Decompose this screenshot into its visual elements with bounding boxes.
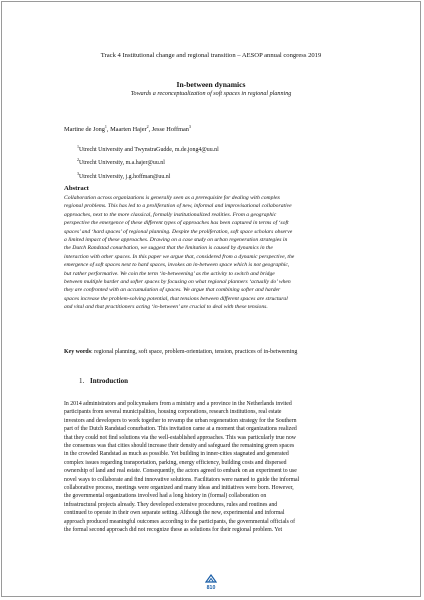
abstract-line: spaces increase the problem-solving potential, that tensions between different spaces are structural xyxy=(64,295,288,302)
body-line: the consensus was that cities should increase their density and safeguard the remaining green spaces xyxy=(64,443,295,450)
abstract-heading: Abstract xyxy=(64,185,89,192)
author-mark: 3 xyxy=(188,124,191,129)
body-line: part of the Dutch Randstad conurbation. This invitation came at a moment that organizations realized xyxy=(64,426,297,433)
keywords-line xyxy=(64,349,369,355)
affiliation-text: Utrecht University and TwynstraGudde, m.de.jong4@uu.nl xyxy=(79,146,219,153)
abstract-body xyxy=(64,194,369,312)
body-line: continued to operate in their own separate setting. Although the new, experimental and informal xyxy=(64,510,285,517)
author-mark: 2 xyxy=(146,124,149,129)
body-line: novel ways to collaborate and find innovative solutions. Facilitators were named to guide the informal xyxy=(64,476,300,483)
body-line: investors and developers to work together to revamp the urban regeneration strategy for the Southern xyxy=(64,417,297,424)
paper-subtitle: Towards a reconceptualization of soft spaces in regional planning xyxy=(130,91,292,97)
affiliation-text: Utrecht University, j.g.hoffman@uu.nl xyxy=(79,173,171,180)
keywords-label: Key words xyxy=(64,349,91,355)
author-name: Maarten Hajer xyxy=(110,126,147,134)
body-line: ownership of land and real estate. Consequently, the actors agreed to embark on an experiment to use xyxy=(64,468,297,475)
abstract-line: between multiple harder and softer spaces by focusing on what regional planners ‘actually do’ when xyxy=(64,279,291,286)
body-line: that they could not find solutions via the well-established approaches. This was particularly true now xyxy=(64,434,296,441)
abstract-line: perspective the emergence of these different types of approaches has been captured in terms of ‘soft xyxy=(64,220,289,227)
running-header: Track 4 Institutional change and regional transition – AESOP annual congress 2019 xyxy=(100,52,322,59)
paper-title: In-between dynamics xyxy=(176,80,246,89)
abstract-line: regional problems. This has led to a proliferation of new, informal and improvisational collaborative xyxy=(64,203,292,210)
abstract-line: and vital and that practitioners acting ‘in-between’ are crucial to deal with these tensions. xyxy=(64,304,268,311)
aesop-logo-icon xyxy=(205,574,217,583)
affiliation-mark: 2 xyxy=(77,157,79,163)
paper-page xyxy=(1,1,421,597)
affiliation-text: Utrecht University, m.a.hajer@uu.nl xyxy=(79,160,165,167)
affiliation-line xyxy=(77,142,219,155)
body-line: approach produced meaningful outcomes according to the participants, the governmental officials of xyxy=(64,518,296,525)
body-line: infrastructural projects already. They developed extensive procedures, rules and routines and xyxy=(64,501,278,508)
page-number: 810 xyxy=(206,585,216,591)
abstract-line: they are confronted with an accumulation of spaces. We argue that combining softer and harder xyxy=(64,287,281,294)
keywords-text: : regional planning, soft space, problem-orientation, tension, practices of in-betweening xyxy=(91,349,298,355)
author-mark: 1 xyxy=(104,124,107,129)
body-line: collaborative process, meetings were organized and many ideas and initiatives were born. However, xyxy=(64,485,294,492)
author-name: Martine de Jong xyxy=(64,126,105,134)
abstract-line: emergence of soft spaces next to hard spaces, invokes an in-between space which is not geographic, xyxy=(64,262,290,269)
author-name: Jesse Hoffman xyxy=(151,126,189,134)
body-line: the formal second approach did not recognize these as solutions for their regional problem. Yet xyxy=(64,527,283,534)
introduction-body xyxy=(64,400,369,535)
affiliation-mark: 1 xyxy=(77,144,79,149)
body-line: the governmental organizations involved had a long history in (formal) collaboration on xyxy=(64,493,267,500)
affiliation-line xyxy=(77,155,219,168)
section-heading xyxy=(79,377,128,385)
abstract-line: the Dutch Randstad conurbation, we suggest that the limitation is caused by dynamics in the xyxy=(64,245,273,252)
affiliation-line xyxy=(77,169,219,182)
abstract-line: a limited impact of these approaches. Drawing on a case study on urban regeneration strategies in xyxy=(64,237,288,244)
abstract-line: spaces’ and ‘hard spaces’ of regional planning. Despite the proliferation, soft space scholars observe xyxy=(64,228,293,235)
body-line: In 2014 administrators and policymakers from a ministry and a province in the Netherlands invited xyxy=(64,401,292,407)
author-list: Martine de Jong$^1$, Maarten Hajer$^2$, Jesse Hoffman$^3$ xyxy=(64,124,191,134)
body-line: in the crowded Randstad as much as possible. Yet building in inner-cities stagnated and generated xyxy=(64,451,289,458)
abstract-line: but rather performative. We coin the term ‘in-betweening’ as the activity to switch and bridge xyxy=(64,270,275,277)
abstract-line: Collaboration across organizations is generally seen as a prerequisite for dealing with complex xyxy=(64,195,281,201)
affiliation-list xyxy=(77,142,219,182)
section-number: 1. xyxy=(79,377,85,385)
abstract-line: approaches, next to the more classical, formally institutionalized realities. From a geographic xyxy=(64,211,277,218)
abstract-line: interaction with other spaces. In this paper we argue that, considered from a dynamic perspective, the xyxy=(64,253,295,260)
affiliation-mark: 3 xyxy=(77,170,79,176)
body-line: complex issues regarding transportation, parking, energy efficiency, building costs and dispersed xyxy=(64,459,287,466)
section-title: Introduction xyxy=(90,377,128,385)
body-line: participants from several municipalities, housing corporations, research institutions, real estate xyxy=(64,409,282,416)
